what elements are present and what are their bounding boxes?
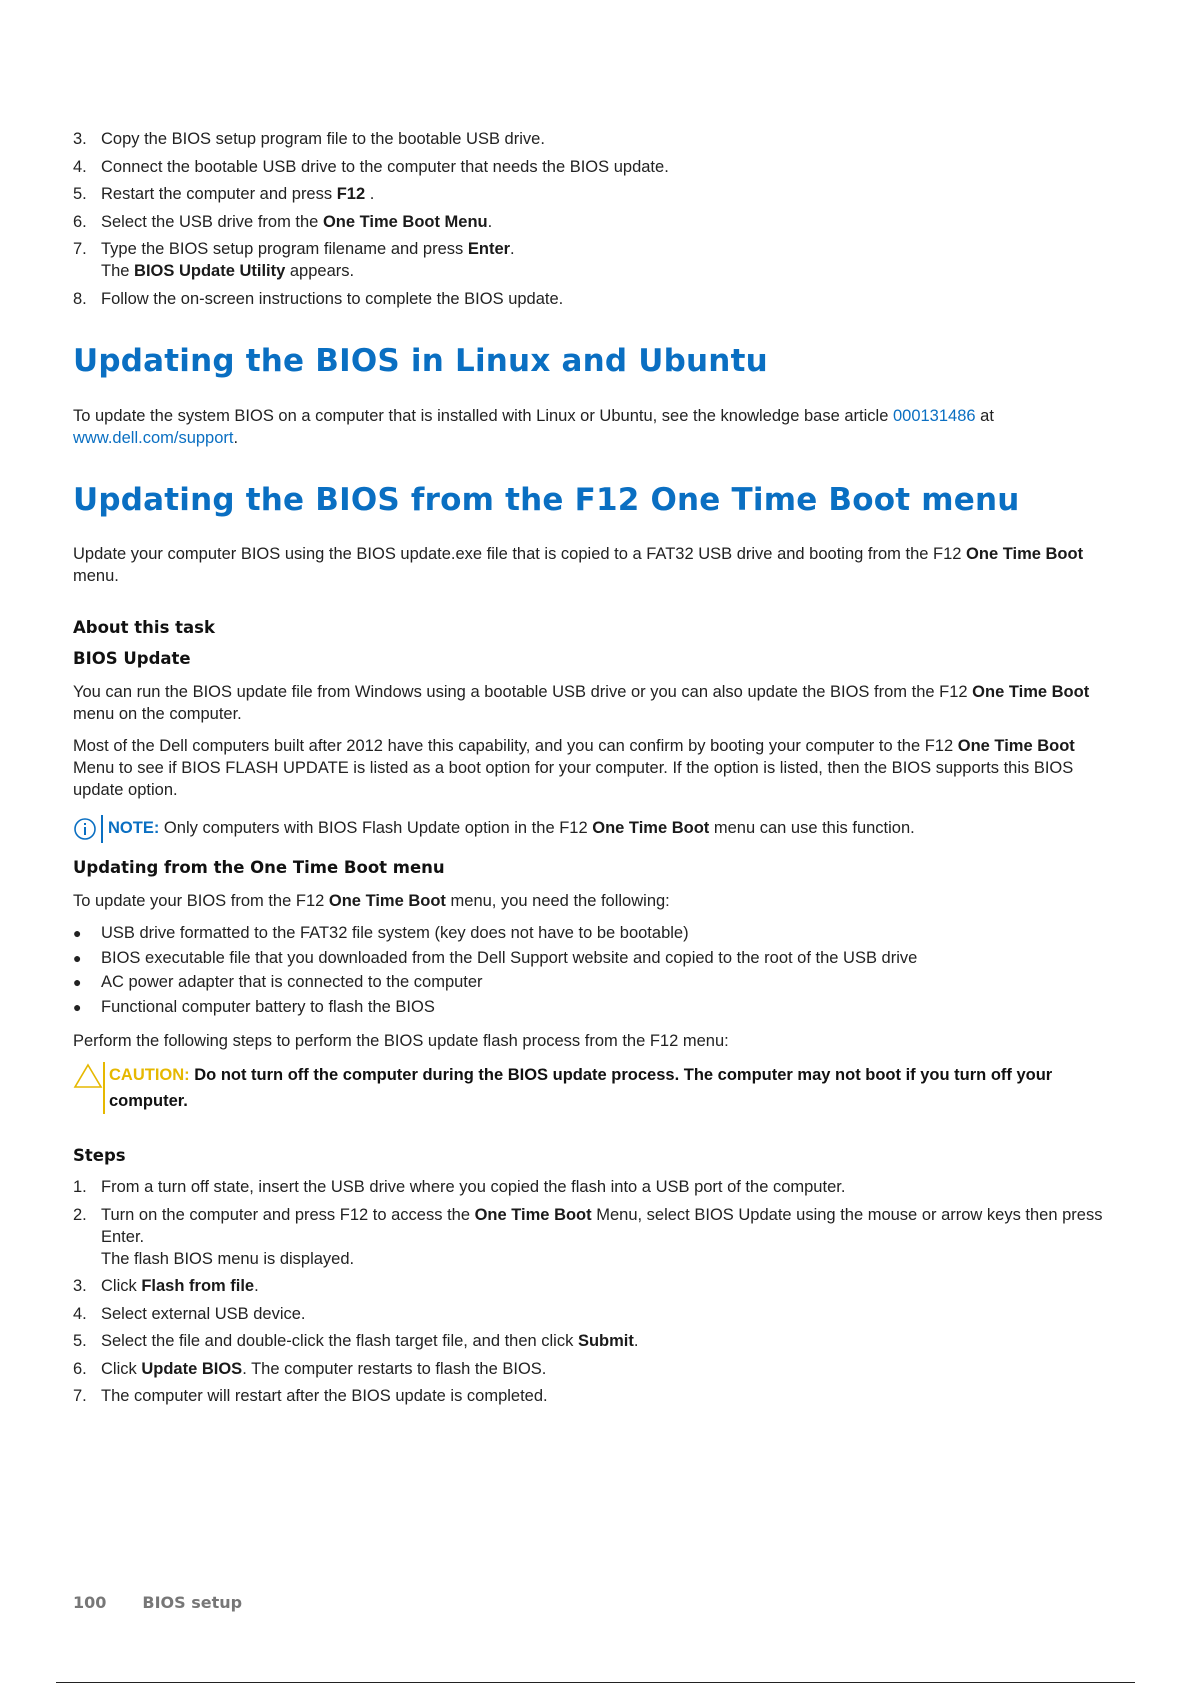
f12-para-2: Most of the Dell computers built after 2012 have this capability, and you can confirm by booting your computer to the F12 One Time Boot Menu to see if BIOS FLASH UPDATE is listed as a boot option for your computer. If the option is listed, then the BIOS supports this BIOS update option. <box>73 737 1075 799</box>
list-item <box>73 288 1118 310</box>
requirements-intro: To update your BIOS from the F12 One Time Boot menu, you need the following: <box>73 892 670 910</box>
step-number: 3. <box>73 130 87 148</box>
bullet-icon: ● <box>73 974 82 990</box>
step-text: Type the BIOS setup program filename and press Enter. The BIOS Update Utility appears. <box>101 240 515 280</box>
step-number: 4. <box>73 1304 87 1323</box>
list-item <box>73 995 1118 1020</box>
requirement-text: Functional computer battery to flash the BIOS <box>101 997 435 1016</box>
page-number: 100 <box>73 1593 107 1612</box>
step-text: Click Update BIOS. The computer restarts to flash the BIOS. <box>101 1359 547 1378</box>
warning-triangle-icon <box>73 1062 103 1090</box>
list-item <box>73 1330 1118 1352</box>
step-text: From a turn off state, insert the USB drive where you copied the flash into a USB port of the computer. <box>101 1178 846 1196</box>
step-text: Select the USB drive from the One Time Boot Menu. <box>101 212 493 231</box>
step-number: 3. <box>73 1277 87 1295</box>
caution-label: CAUTION: <box>109 1066 190 1084</box>
step-text: Connect the bootable USB drive to the computer that needs the BIOS update. <box>101 157 669 176</box>
f12-para-1: You can run the BIOS update file from Windows using a bootable USB drive or you can also update the BIOS from the F12 One Time Boot menu on the computer. <box>73 683 1090 723</box>
list-item <box>73 1303 1118 1325</box>
caution-text: Do not turn off the computer during the BIOS update process. The computer may not boot if you turn off your computer. <box>109 1066 1053 1110</box>
list-item <box>73 1358 1118 1380</box>
perform-text: Perform the following steps to perform the BIOS update flash process from the F12 menu: <box>73 1032 729 1050</box>
requirements-list <box>73 921 1118 1019</box>
step-text: Select external USB device. <box>101 1304 306 1323</box>
step-text: Click Flash from file. <box>101 1277 259 1295</box>
step-number: 6. <box>73 1359 87 1378</box>
about-task-heading: About this task <box>73 618 215 637</box>
list-item <box>73 970 1118 995</box>
steps-list-top <box>73 128 1118 310</box>
note-bar <box>101 815 103 843</box>
steps-list-bottom <box>73 1176 1118 1407</box>
note-label: NOTE: <box>108 819 160 837</box>
section-heading-linux: Updating the BIOS in Linux and Ubuntu <box>73 343 768 379</box>
bullet-icon: ● <box>73 949 82 966</box>
list-item <box>73 946 1118 971</box>
step-number: 5. <box>73 1332 87 1350</box>
note-callout <box>73 817 1118 843</box>
step-number: 8. <box>73 289 87 308</box>
caution-callout <box>73 1062 1118 1114</box>
f12-intro: Update your computer BIOS using the BIOS update.exe file that is copied to a FAT32 USB drive and booting from the F12 One Time Boot menu. <box>73 545 1084 585</box>
bullet-icon: ● <box>73 998 82 1015</box>
bios-update-heading: BIOS Update <box>73 649 191 668</box>
dell-support-link[interactable]: www.dell.com/support <box>73 429 234 447</box>
one-time-boot-subheading: Updating from the One Time Boot menu <box>73 858 445 877</box>
linux-paragraph <box>73 405 1118 449</box>
step-text: Turn on the computer and press F12 to access the One Time Boot Menu, select BIOS Update using the mouse or arrow keys then press Enter. The flash BIOS menu is displayed. <box>101 1205 1103 1268</box>
note-text-line <box>108 817 915 839</box>
step-number: 1. <box>73 1178 87 1196</box>
info-icon <box>73 817 97 841</box>
step-number: 5. <box>73 185 87 203</box>
step-number: 7. <box>73 1387 87 1405</box>
step-text: Copy the BIOS setup program file to the bootable USB drive. <box>101 130 545 148</box>
caution-text-line <box>109 1062 1118 1114</box>
list-item <box>73 183 1118 205</box>
list-item <box>73 1204 1118 1270</box>
step-text: The computer will restart after the BIOS update is completed. <box>101 1387 548 1405</box>
requirement-text: BIOS executable file that you downloaded from the Dell Support website and copied to the root of the USB drive <box>101 948 918 967</box>
requirement-text: USB drive formatted to the FAT32 file system (key does not have to be bootable) <box>101 924 689 942</box>
section-heading-f12: Updating the BIOS from the F12 One Time Boot menu <box>73 482 1020 518</box>
steps-heading: Steps <box>73 1146 126 1165</box>
bullet-icon: ● <box>73 925 82 941</box>
list-item <box>73 128 1118 150</box>
note-text: Only computers with BIOS Flash Update option in the F12 One Time Boot menu can use this function. <box>159 819 915 837</box>
linux-text-mid: at <box>975 407 994 425</box>
footer-section-title: BIOS setup <box>142 1593 243 1612</box>
caution-bar <box>103 1062 105 1114</box>
step-number: 2. <box>73 1205 87 1224</box>
list-item <box>73 921 1118 946</box>
step-text: Restart the computer and press F12 . <box>101 185 375 203</box>
footer-divider <box>56 1682 1135 1683</box>
step-number: 4. <box>73 157 87 176</box>
list-item <box>73 156 1118 178</box>
list-item <box>73 238 1118 282</box>
step-number: 7. <box>73 240 87 258</box>
requirement-text: AC power adapter that is connected to the computer <box>101 973 483 991</box>
step-text: Follow the on-screen instructions to complete the BIOS update. <box>101 289 564 308</box>
step-number: 6. <box>73 212 87 231</box>
step-text: Select the file and double-click the flash target file, and then click Submit. <box>101 1332 639 1350</box>
kb-article-link[interactable]: 000131486 <box>892 407 976 425</box>
list-item <box>73 211 1118 233</box>
linux-text-end: . <box>233 429 239 447</box>
page-footer <box>73 1593 278 1612</box>
list-item <box>73 1275 1118 1297</box>
linux-text: To update the system BIOS on a computer that is installed with Linux or Ubuntu, see the knowledge base article <box>73 407 893 425</box>
list-item <box>73 1176 1118 1198</box>
list-item <box>73 1385 1118 1407</box>
